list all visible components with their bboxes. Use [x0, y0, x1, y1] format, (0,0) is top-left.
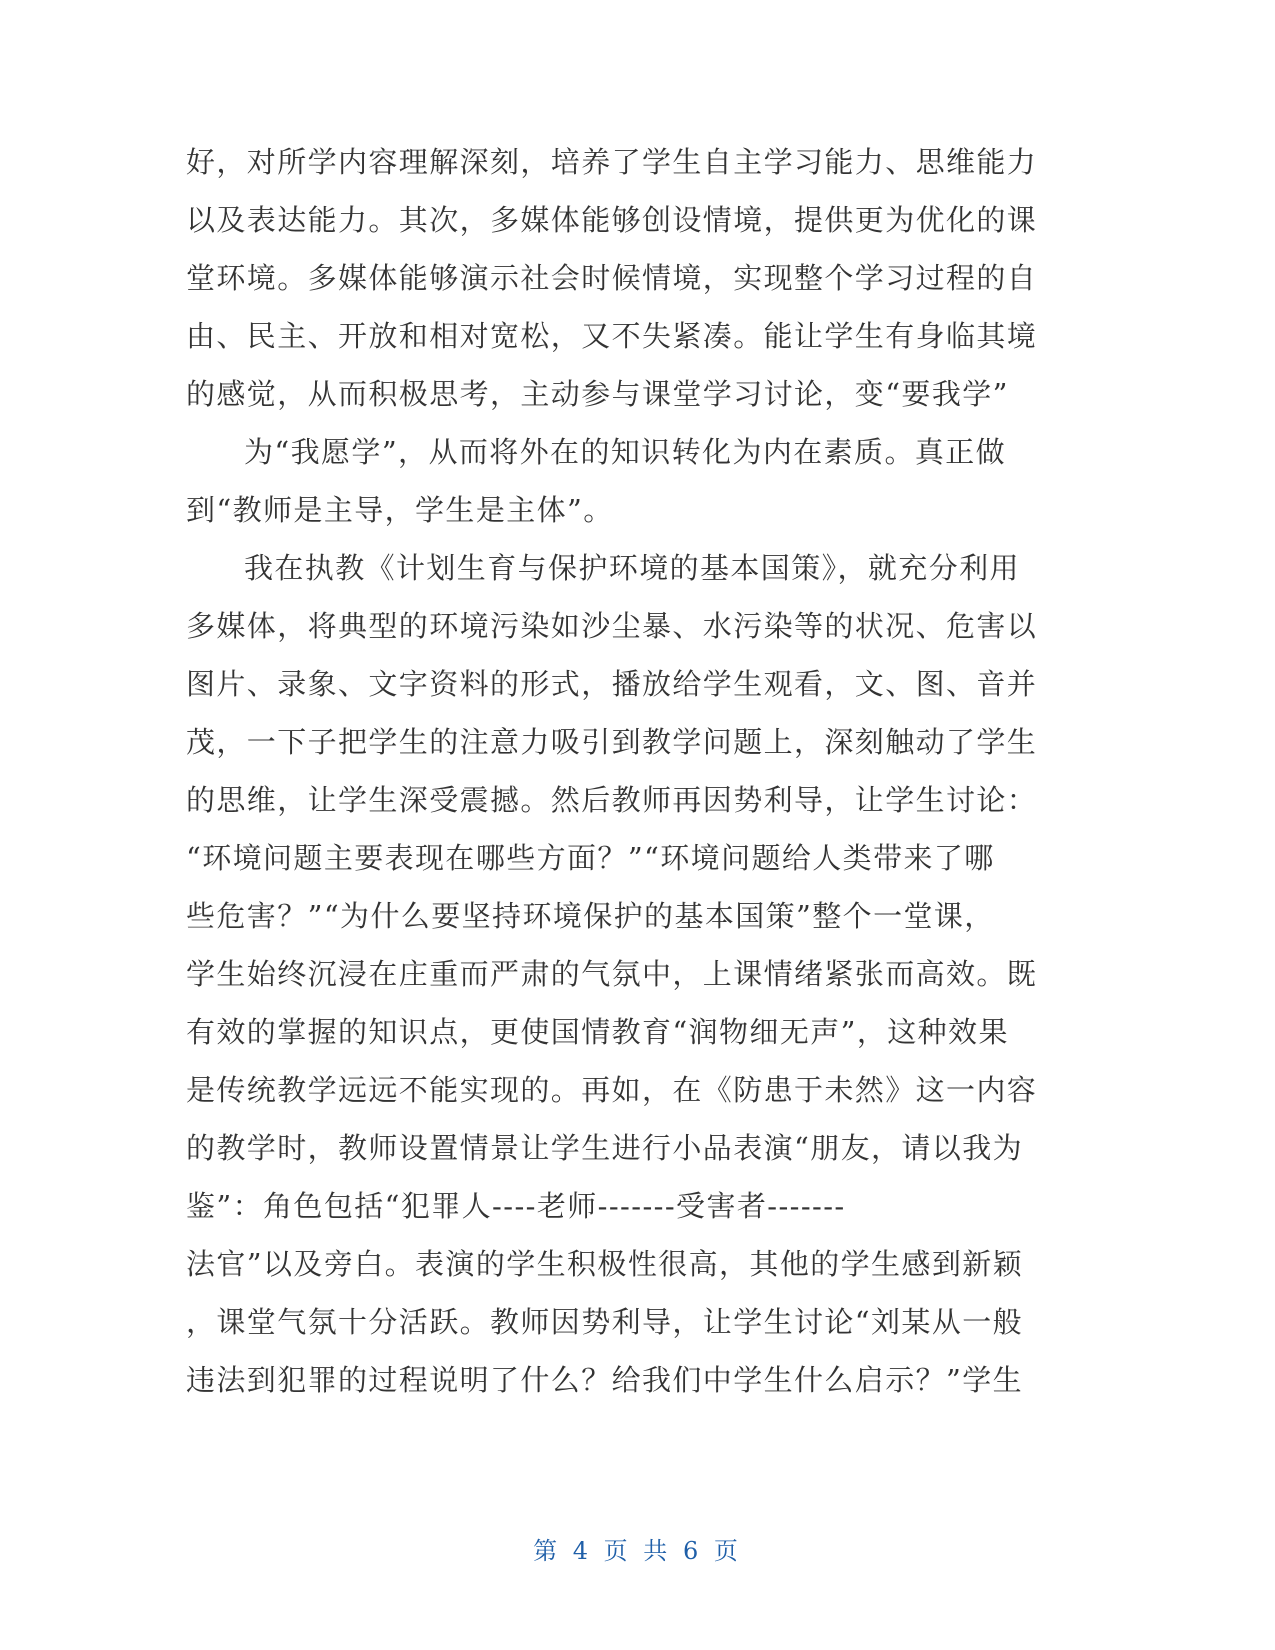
text-line: 到“教师是主导，学生是主体”。 — [186, 493, 614, 527]
text-line: 鉴”：角色包括“犯罪人----老师-------受害者------- — [186, 1189, 846, 1223]
text-line: 为“我愿学”，从而将外在的知识转化为内在素质。真正做 — [244, 435, 1007, 469]
text-line: 法官”以及旁白。表演的学生积极性很高，其他的学生感到新颖 — [186, 1247, 1024, 1281]
text-line: 的感觉，从而积极思考，主动参与课堂学习讨论，变“要我学” — [186, 377, 1009, 411]
text-line: 有效的掌握的知识点，更使国情教育“润物细无声”，这种效果 — [186, 1015, 1009, 1049]
text-line: 多媒体，将典型的环境污染如沙尘暴、水污染等的状况、危害以 — [186, 609, 1038, 643]
text-line: 茂，一下子把学生的注意力吸引到教学问题上，深刻触动了学生 — [186, 725, 1038, 759]
text-line: 堂环境。多媒体能够演示社会时候情境，实现整个学习过程的自 — [186, 261, 1038, 295]
text-line: 图片、录象、文字资料的形式，播放给学生观看，文、图、音并 — [186, 667, 1038, 701]
text-line: ，课堂气氛十分活跃。教师因势利导，让学生讨论“刘某从一般 — [186, 1305, 1024, 1339]
text-line: 以及表达能力。其次，多媒体能够创设情境，提供更为优化的课 — [186, 203, 1038, 237]
text-line: 些危害？”“为什么要坚持环境保护的基本国策”整个一堂课， — [186, 899, 995, 933]
text-line: 的思维，让学生深受震撼。然后教师再因势利导，让学生讨论： — [186, 783, 1038, 817]
paragraph-start-line: 我在执教《计划生育与保护环境的基本国策》，就充分利用 — [244, 551, 1020, 585]
text-line: 好，对所学内容理解深刻，培养了学生自主学习能力、思维能力 — [186, 145, 1038, 179]
text-line: 违法到犯罪的过程说明了什么？给我们中学生什么启示？”学生 — [186, 1363, 1024, 1397]
text-line: 由、民主、开放和相对宽松，又不失紧凑。能让学生有身临其境 — [186, 319, 1038, 353]
text-line: 学生始终沉浸在庄重而严肃的气氛中，上课情绪紧张而高效。既 — [186, 957, 1038, 991]
text-line: “环境问题主要表现在哪些方面？”“环境问题给人类带来了哪 — [186, 841, 995, 875]
page-number-footer: 第 4 页 共 6 页 — [533, 1537, 742, 1565]
text-line: 的教学时，教师设置情景让学生进行小品表演“朋友，请以我为 — [186, 1131, 1024, 1165]
text-line: 是传统教学远远不能实现的。再如，在《防患于未然》这一内容 — [186, 1073, 1038, 1107]
